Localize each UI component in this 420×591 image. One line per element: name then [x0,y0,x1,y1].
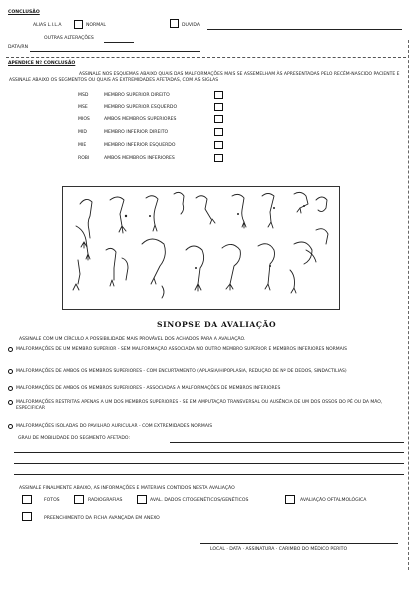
materials-label-genetica: AVAL. DADOS CITOGENÉTICOS/GENÉTICOS [150,498,249,503]
limb-label: MEMBRO SUPERIOR DIREITO [104,93,170,98]
materials-checkbox-fotos[interactable] [22,495,32,504]
materials-label-fotos: FOTOS [44,498,60,503]
sub-label: OUTRAS ALTERAÇÕES [44,36,94,41]
mobility-line-3[interactable] [14,463,404,464]
limb-label: MEMBRO INFERIOR ESQUERDO [104,143,176,148]
header-divider [6,57,406,58]
option-checkbox-2[interactable] [170,19,179,28]
limb-code: MID [78,130,87,135]
limb-checkbox-mie[interactable] [214,141,223,149]
synopsis-option-5-circle[interactable] [8,424,13,429]
mobility-line-1[interactable] [170,442,404,443]
synopsis-instruction: ASSINALE COM UM CÍRCULO A POSSIBILIDADE MAIS PROVÁVEL DOS ACHADOS PARA A AVALIAÇÃO. [19,337,246,342]
limb-checkbox-ambos-ms[interactable] [214,115,223,123]
signature-label: LOCAL · DATA · ASSINATURA · CARIMBO DO MÉDICO PERITO [210,547,348,552]
limb-code: ROBI [78,156,90,161]
date-label: DATA/RN [8,45,29,50]
synopsis-option-1-circle[interactable] [8,347,13,352]
option-3-line [207,29,402,30]
mobility-line-4[interactable] [14,474,404,475]
synopsis-option-4-circle[interactable] [8,400,13,405]
materials-label-oftalmologica: AVALIAÇÃO OFTALMOLÓGICA [300,498,367,503]
synopsis-title: SINOPSE DA AVALIAÇÃO [157,320,277,329]
synopsis-option-3-circle[interactable] [8,386,13,391]
section-label: CONCLUSÃO [8,10,40,15]
option-label-1: ALIAS L.I.L.A [33,23,62,28]
materials-instruction: ASSINALE FINALMENTE ABAIXO, AS INFORMAÇÕES E MATERIAIS CONTIDOS NESTA AVALIAÇÃO [19,486,235,491]
materials-checkbox-ficha[interactable] [22,512,32,521]
option-checkbox-1[interactable] [74,20,83,29]
limb-checkbox-mid[interactable] [214,128,223,136]
synopsis-item-5: MALFORMAÇÕES ISOLADAS DO PAVILHÃO AURICULAR - COM EXTREMIDADES NORMAIS [16,424,213,429]
limb-checkbox-msd[interactable] [214,91,223,99]
appendix-title: APENDICE Nº CONCLUSÃO [8,61,76,66]
limb-label: AMBOS MEMBROS SUPERIORES [104,117,177,122]
limb-checkbox-mse[interactable] [214,103,223,111]
materials-label-radiografias: RADIOGRAFIAS [88,498,123,503]
synopsis-option-2-circle[interactable] [8,369,13,374]
limb-schematic-drawing [62,186,340,310]
materials-checkbox-genetica[interactable] [137,495,147,504]
limb-label: MEMBRO INFERIOR DIREITO [104,130,169,135]
materials-checkbox-radiografias[interactable] [74,495,84,504]
date-line[interactable] [30,51,200,52]
sub-line[interactable] [104,42,134,43]
limb-checkbox-ambos-mi[interactable] [214,154,223,162]
limb-code: MIOS [78,117,90,122]
mobility-line-2[interactable] [14,452,404,453]
materials-checkbox-oftalmologica[interactable] [285,495,295,504]
limb-label: AMBOS MEMBROS INFERIORES [104,156,175,161]
limb-code: MSE [78,105,88,110]
signature-line[interactable] [200,543,398,544]
option-label-3: DUVIDA [182,23,200,28]
appendix-intro: ASSINALE NOS ESQUEMAS ABAIXO QUAIS DAS MALFORMAÇÕES MAIS SE ASSEMELHAM ÀS APRESENTADAS PELO RECÉM-NASCIDO PACIENTE E ASSINALE ABAIXO OS SEGMENTOS OU QUAIS AS EXTREMIDADES AFETADAS, COM AS SIGLAS [9,72,400,83]
right-border [408,40,409,570]
synopsis-item-2: MALFORMAÇÕES DE AMBOS OS MEMBROS SUPERIORES - COM ENCURTAMENTO (APLASIA/HIPOPLASIA, REDUÇÃO DE Nº DE DEDOS, SINDACTILIAS) [16,369,347,374]
mobility-label: GRAU DE MOBILIDADE DO SEGMENTO AFETADO: [18,436,131,441]
option-label-2: NORMAL [86,23,106,28]
limb-code: MSD [78,93,89,98]
materials-label-ficha: PREENCHIMENTO DA FICHA AVANÇADA EM ANEXO [44,516,160,521]
synopsis-item-4: MALFORMAÇÕES RESTRITAS APENAS A UM DOS MEMBROS SUPERIORES - SE EM AMPUTAÇÃO TRANSVERSAL OU AUSÊNCIA DE UM DOS OSSOS DO PÉ OU DA MÃO, ESPECIFICAR [16,400,383,411]
limb-label: MEMBRO SUPERIOR ESQUERDO [104,105,178,110]
limb-code: MIE [78,143,87,148]
synopsis-item-3: MALFORMAÇÕES DE AMBOS OS MEMBROS SUPERIORES - ASSOCIADAS A MALFORMAÇÕES DE MEMBROS INFERIORES [16,386,281,391]
synopsis-item-1: MALFORMAÇÕES DE UM MEMBRO SUPERIOR - SEM MALFORMAÇÃO ASSOCIADA NO OUTRO MEMBRO SUPERIOR E MEMBROS INFERIORES NORMAIS [16,347,347,352]
